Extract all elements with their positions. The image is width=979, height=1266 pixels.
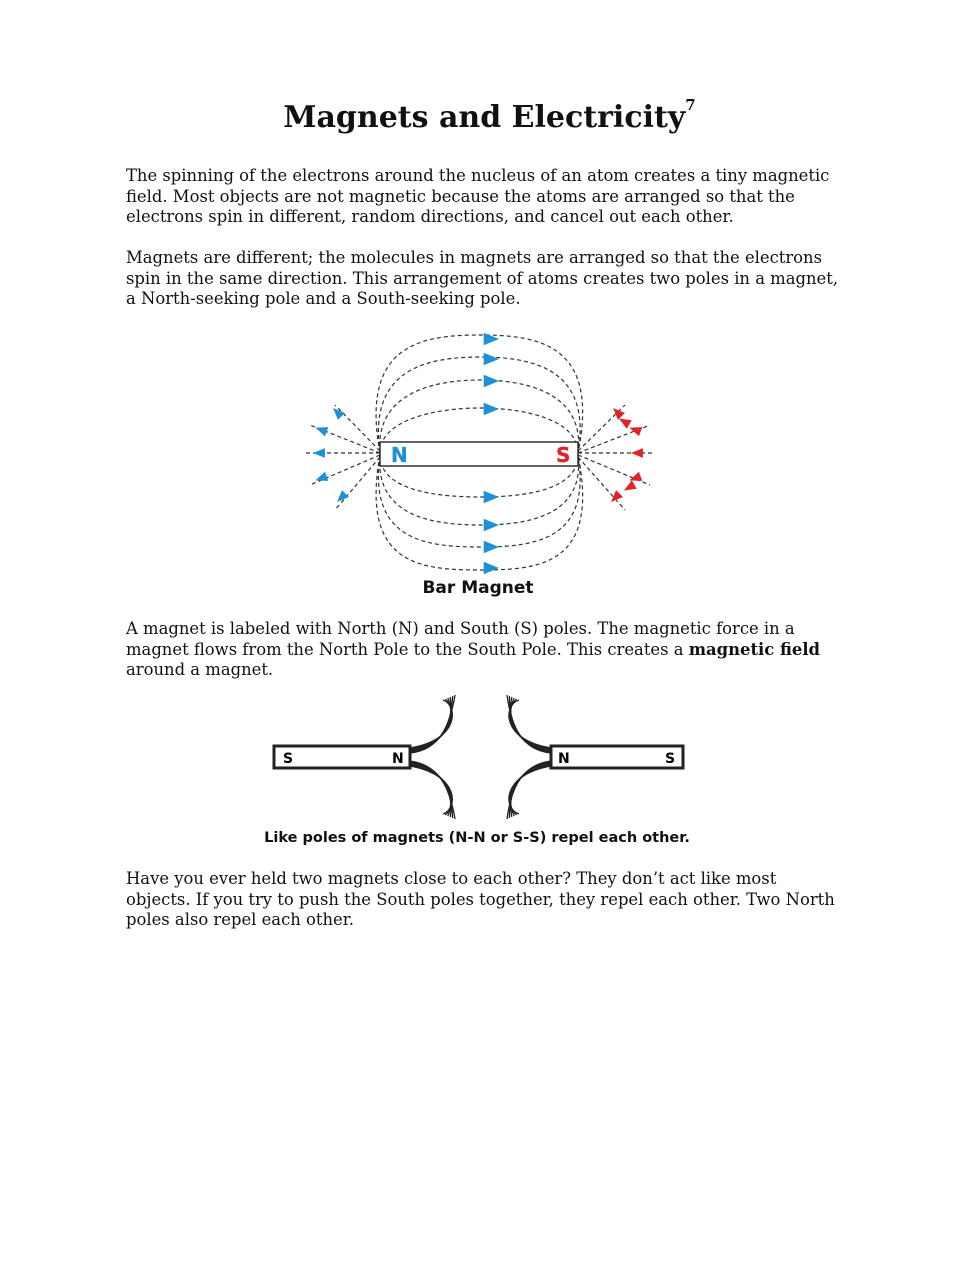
field-arrow-icon: [484, 375, 499, 388]
paragraph-1: The spinning of the electrons around the nucleus of an atom creates a tiny magnetic field. Most objects are not magnetic because the atoms are arranged so that the electrons spin in different, random directions, and cancel out each other.: [126, 166, 830, 226]
like-poles-figure: [255, 695, 715, 855]
field-line: [410, 766, 452, 814]
title-text: Magnets and Electricity: [283, 100, 686, 135]
field-arrow-icon: [484, 491, 499, 504]
field-arrow-icon: [628, 423, 643, 436]
field-arrow-icon: [621, 480, 636, 494]
field-arrow-icon: [484, 333, 499, 346]
field-arrow-icon: [484, 353, 499, 366]
right-magnet-s-label: S: [665, 751, 676, 767]
field-arrow-icon: [610, 405, 625, 420]
paragraph-4: Have you ever held two magnets close to each other? They don’t act like most objects. If you try to push the South poles together, they repel each other. Two North poles also repel each other.: [126, 869, 835, 929]
like-poles-caption: Like poles of magnets (N-N or S-S) repel each other.: [264, 830, 690, 846]
field-arrow-icon: [484, 519, 499, 532]
field-arrow-icon: [330, 405, 345, 420]
title-footnote: 7: [685, 96, 696, 114]
field-arrow-icon: [484, 403, 499, 416]
field-arrow-icon: [314, 472, 329, 485]
paragraph-3-text: A magnet is labeled with North (N) and South (S) poles. The magnetic force in a magnet flows from the North Pole to the South Pole. This creates a: [126, 619, 795, 659]
paragraph-3: [126, 619, 846, 681]
field-line: [509, 766, 551, 814]
field-arrow-icon: [314, 423, 329, 436]
paragraph-3-tail: around a magnet.: [126, 660, 274, 679]
page-title: [0, 96, 979, 135]
left-magnet-s-label: S: [283, 751, 294, 767]
right-magnet-n-label: N: [558, 751, 570, 767]
south-field-arrows: [608, 405, 643, 506]
right-magnet: [551, 746, 683, 768]
south-pole-label: S: [556, 443, 571, 467]
field-line: [509, 700, 551, 748]
north-pole-label: N: [391, 443, 408, 467]
field-arrow-icon: [484, 541, 499, 554]
left-magnet-n-label: N: [392, 751, 404, 767]
field-arrow-icon: [608, 490, 623, 505]
field-line: [410, 700, 452, 748]
bar-magnet-figure: [300, 325, 660, 605]
bar-magnet-caption: Bar Magnet: [422, 578, 534, 598]
left-magnet: [274, 746, 410, 768]
magnetic-field-term: magnetic field: [688, 639, 821, 659]
field-arrow-icon: [313, 448, 325, 458]
paragraph-2: Magnets are different; the molecules in magnets are arranged so that the electrons spin in the same direction. This arrangement of atoms creates two poles in a magnet, a North-seeking pole and a South-seeking pole.: [126, 248, 839, 308]
repel-field-lines: [410, 695, 551, 819]
field-arrow-icon: [484, 562, 499, 575]
field-arrow-icon: [334, 490, 349, 505]
field-arrow-icon: [631, 448, 643, 458]
bar-magnet: [380, 442, 578, 466]
